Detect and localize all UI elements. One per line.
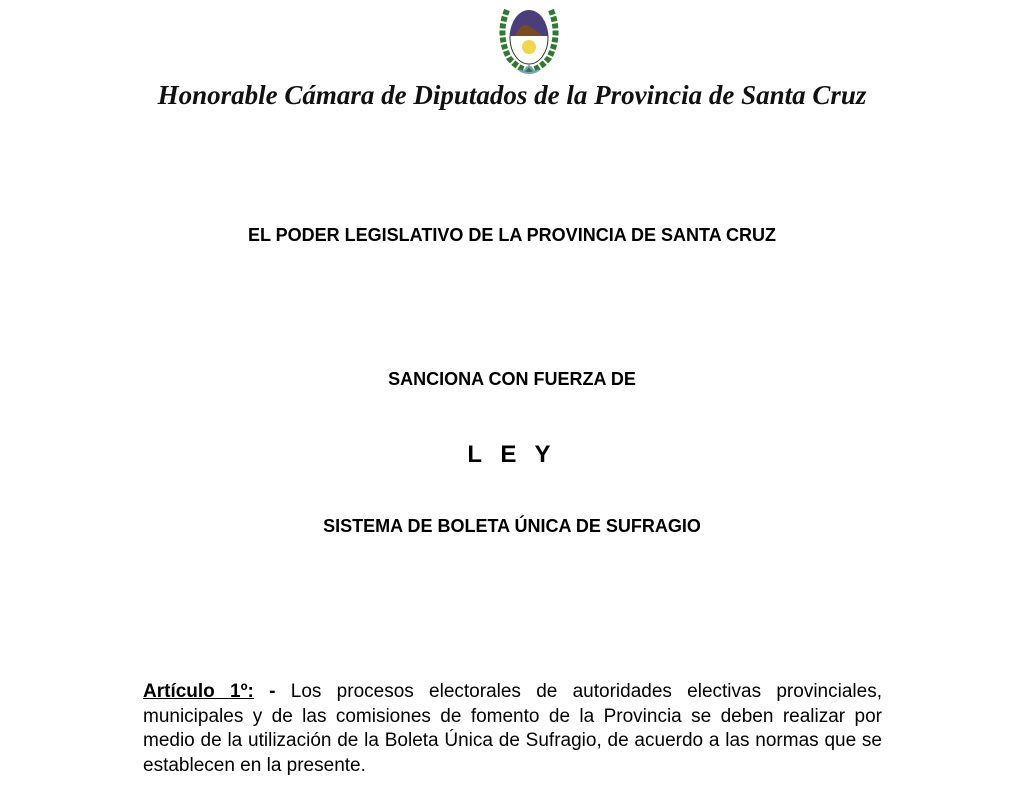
chamber-title: Honorable Cámara de Diputados de la Provincia de Santa Cruz — [157, 80, 867, 110]
article-label: Artículo 1º: — [143, 681, 254, 702]
article-text: Los procesos electorales de autoridades electivas provinciales, municipales y de las comisiones de fomento de la Provincia se deben realizar por medio de la utilización de la Boleta Única de Sufragio, de acuerdo a las normas que se establecen en la presente. — [143, 681, 882, 776]
law-heading: L E Y — [467, 441, 557, 468]
legislative-power-heading: EL PODER LEGISLATIVO DE LA PROVINCIA DE SANTA CRUZ — [247, 225, 777, 245]
law-title: SISTEMA DE BOLETA ÚNICA DE SUFRAGIO — [323, 516, 701, 536]
coat-of-arms-icon — [495, 0, 563, 78]
article-1 — [143, 680, 882, 778]
article-dash: - — [253, 681, 291, 702]
sanctions-heading: SANCIONA CON FUERZA DE — [388, 369, 636, 389]
